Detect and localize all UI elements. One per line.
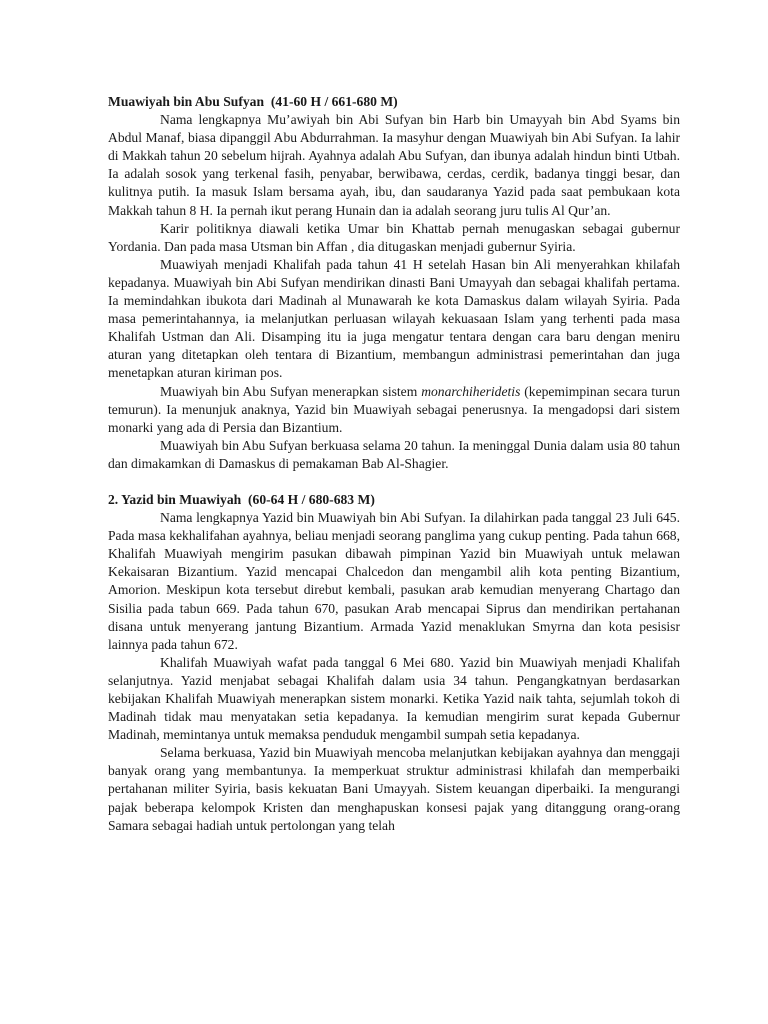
paragraph-text: Muawiyah menjadi Khalifah pada tahun 41 H setelah Hasan bin Ali menyerahkan khilafah kepadanya. Muawiyah bin Abi Sufyan mendirikan dinasti Bani Umayyah dan sebagai khalifah pertama. Ia memindahkan ibukota dari Madinah al Munawarah ke kota Damaskus dalam wilayah Syiria. Pada masa pemerintahannya, ia melanjutkan perluasan wilayah kekuasaan Islam yang terhenti pada masa Khalifah Ustman dan Ali. Disamping itu ia juga mengatur tentara dengan cara baru dengan meniru aturan yang ditetapkan oleh tentara di Bizantium, membangun administrasi pemerintahan dan juga menetapkan aturan kiriman pos. bbox=[108, 256, 680, 381]
paragraph-text: Muawiyah bin Abu Sufyan menerapkan sistem bbox=[160, 383, 422, 399]
paragraph bbox=[108, 509, 680, 654]
paragraph-text: Nama lengkapnya Yazid bin Muawiyah bin Abi Sufyan. Ia dilahirkan pada tanggal 23 Juli 645. Pada masa kekhalifahan ayahnya, beliau menjadi seorang panglima yang cukup penting. Pada tahun 668, Khalifah Muawiyah mengirim pasukan dibawah pimpinan Yazid bin Muawiyah untuk melawan Kekaisaran Bizantium. Yazid mencapai Chalcedon dan mengambil alih kota penting Bizantium, Amorion. Meskipun kota tersebut direbut kembali, pasukan arab kemudian menyerang Chartago dan Sisilia pada tabun 669. Pada tahun 670, pasukan Arab mencapai Siprus dan mendirikan pertahanan disana untuk menyerang jantung Bizantium. Armada Yazid menaklukan Smyrna dan kota pesisisr lainnya pada tahun 672. bbox=[108, 510, 680, 652]
section-spacer bbox=[108, 473, 680, 491]
paragraph-text: Nama lengkapnya Mu’awiyah bin Abi Sufyan bin Harb bin Umayyah bin Abd Syams bin Abdul Manaf, biasa dipanggil Abu Abdurrahman. Ia masyhur dengan Muawiyah bin Abi Sufyan. Ia lahir di Makkah tahun 20 sebelum hijrah. Ayahnya adalah Abu Sufyan, dan ibunya adalah hindun binti Utbah. Ia adalah sosok yang terkenal fasih, penyabar, berwibawa, cerdas, cerdik, badanya tinggi besar, dan kulitnya putih. Ia masuk Islam bersama ayah, ibu, dan saudaranya Yazid pada saat pembukaan kota Makkah tahun 8 H. Ia pernah ikut perang Hunain dan ia adalah seorang juru tulis Al Qur’an. bbox=[108, 112, 680, 218]
section-heading-muawiyah bbox=[108, 93, 680, 111]
paragraph-text: (kepemimpinan secara turun temurun). Ia menunjuk anaknya, Yazid bin Muawiyah sebagai penerusnya. Ia mengadopsi dari sistem monarki yang ada di Persia dan Bizantium. bbox=[108, 383, 680, 435]
paragraph-text: Karir politiknya diawali ketika Umar bin Khattab pernah menugaskan sebagai gubernur Yordania. Dan pada masa Utsman bin Affan , dia ditugaskan menjadi gubernur Syiria. bbox=[108, 220, 680, 254]
paragraph bbox=[108, 256, 680, 383]
italic-term: monarchiheridetis bbox=[421, 383, 521, 399]
heading-title: 2. Yazid bin Muawiyah bbox=[108, 491, 242, 507]
paragraph bbox=[108, 744, 680, 834]
paragraph bbox=[108, 654, 680, 744]
paragraph bbox=[108, 111, 680, 220]
paragraph bbox=[108, 220, 680, 256]
paragraph bbox=[108, 383, 680, 437]
heading-range: (41-60 H / 661-680 M) bbox=[270, 94, 398, 109]
paragraph bbox=[108, 437, 680, 473]
paragraph-text: Selama berkuasa, Yazid bin Muawiyah mencoba melanjutkan kebijakan ayahnya dan menggaji banyak orang yang membantunya. Ia memperkuat struktur administrasi khilafah dan memperbaiki pertahanan militer Syiria, basis kekuatan Bani Umayyah. Sistem keuangan diperbaiki. Ia mengurangi pajak beberapa kelompok Kristen dan menghapuskan konsesi pajak yang ditanggung orang-orang Samara sebagai hadiah untuk pertolongan yang telah bbox=[108, 745, 680, 833]
paragraph-text: Muawiyah bin Abu Sufyan berkuasa selama 20 tahun. Ia meninggal Dunia dalam usia 80 tahun dan dimakamkan di Damaskus di pemakaman Bab Al-Shagier. bbox=[108, 437, 680, 471]
section-heading-yazid bbox=[108, 491, 680, 509]
heading-title: Muawiyah bin Abu Sufyan bbox=[108, 94, 265, 109]
paragraph-text: Khalifah Muawiyah wafat pada tanggal 6 Mei 680. Yazid bin Muawiyah menjadi Khalifah selanjutnya. Yazid menjabat sebagai Khalifah dalam usia 34 tahun. Pengangkatnyan berdasarkan kebijakan Khalifah Muawiyah menerapkan sistem monarki. Ketika Yazid naik tahta, sejumlah tokoh di Madinah tidak mau menyatakan setia kepadanya. Ia kemudian mengirim surat kepada Gubernur Madinah, memintanya untuk memaksa penduduk mengambil sumpah setia kepadanya. bbox=[108, 654, 680, 743]
document-page bbox=[108, 93, 680, 835]
heading-range: (60-64 H / 680-683 M) bbox=[248, 491, 375, 507]
